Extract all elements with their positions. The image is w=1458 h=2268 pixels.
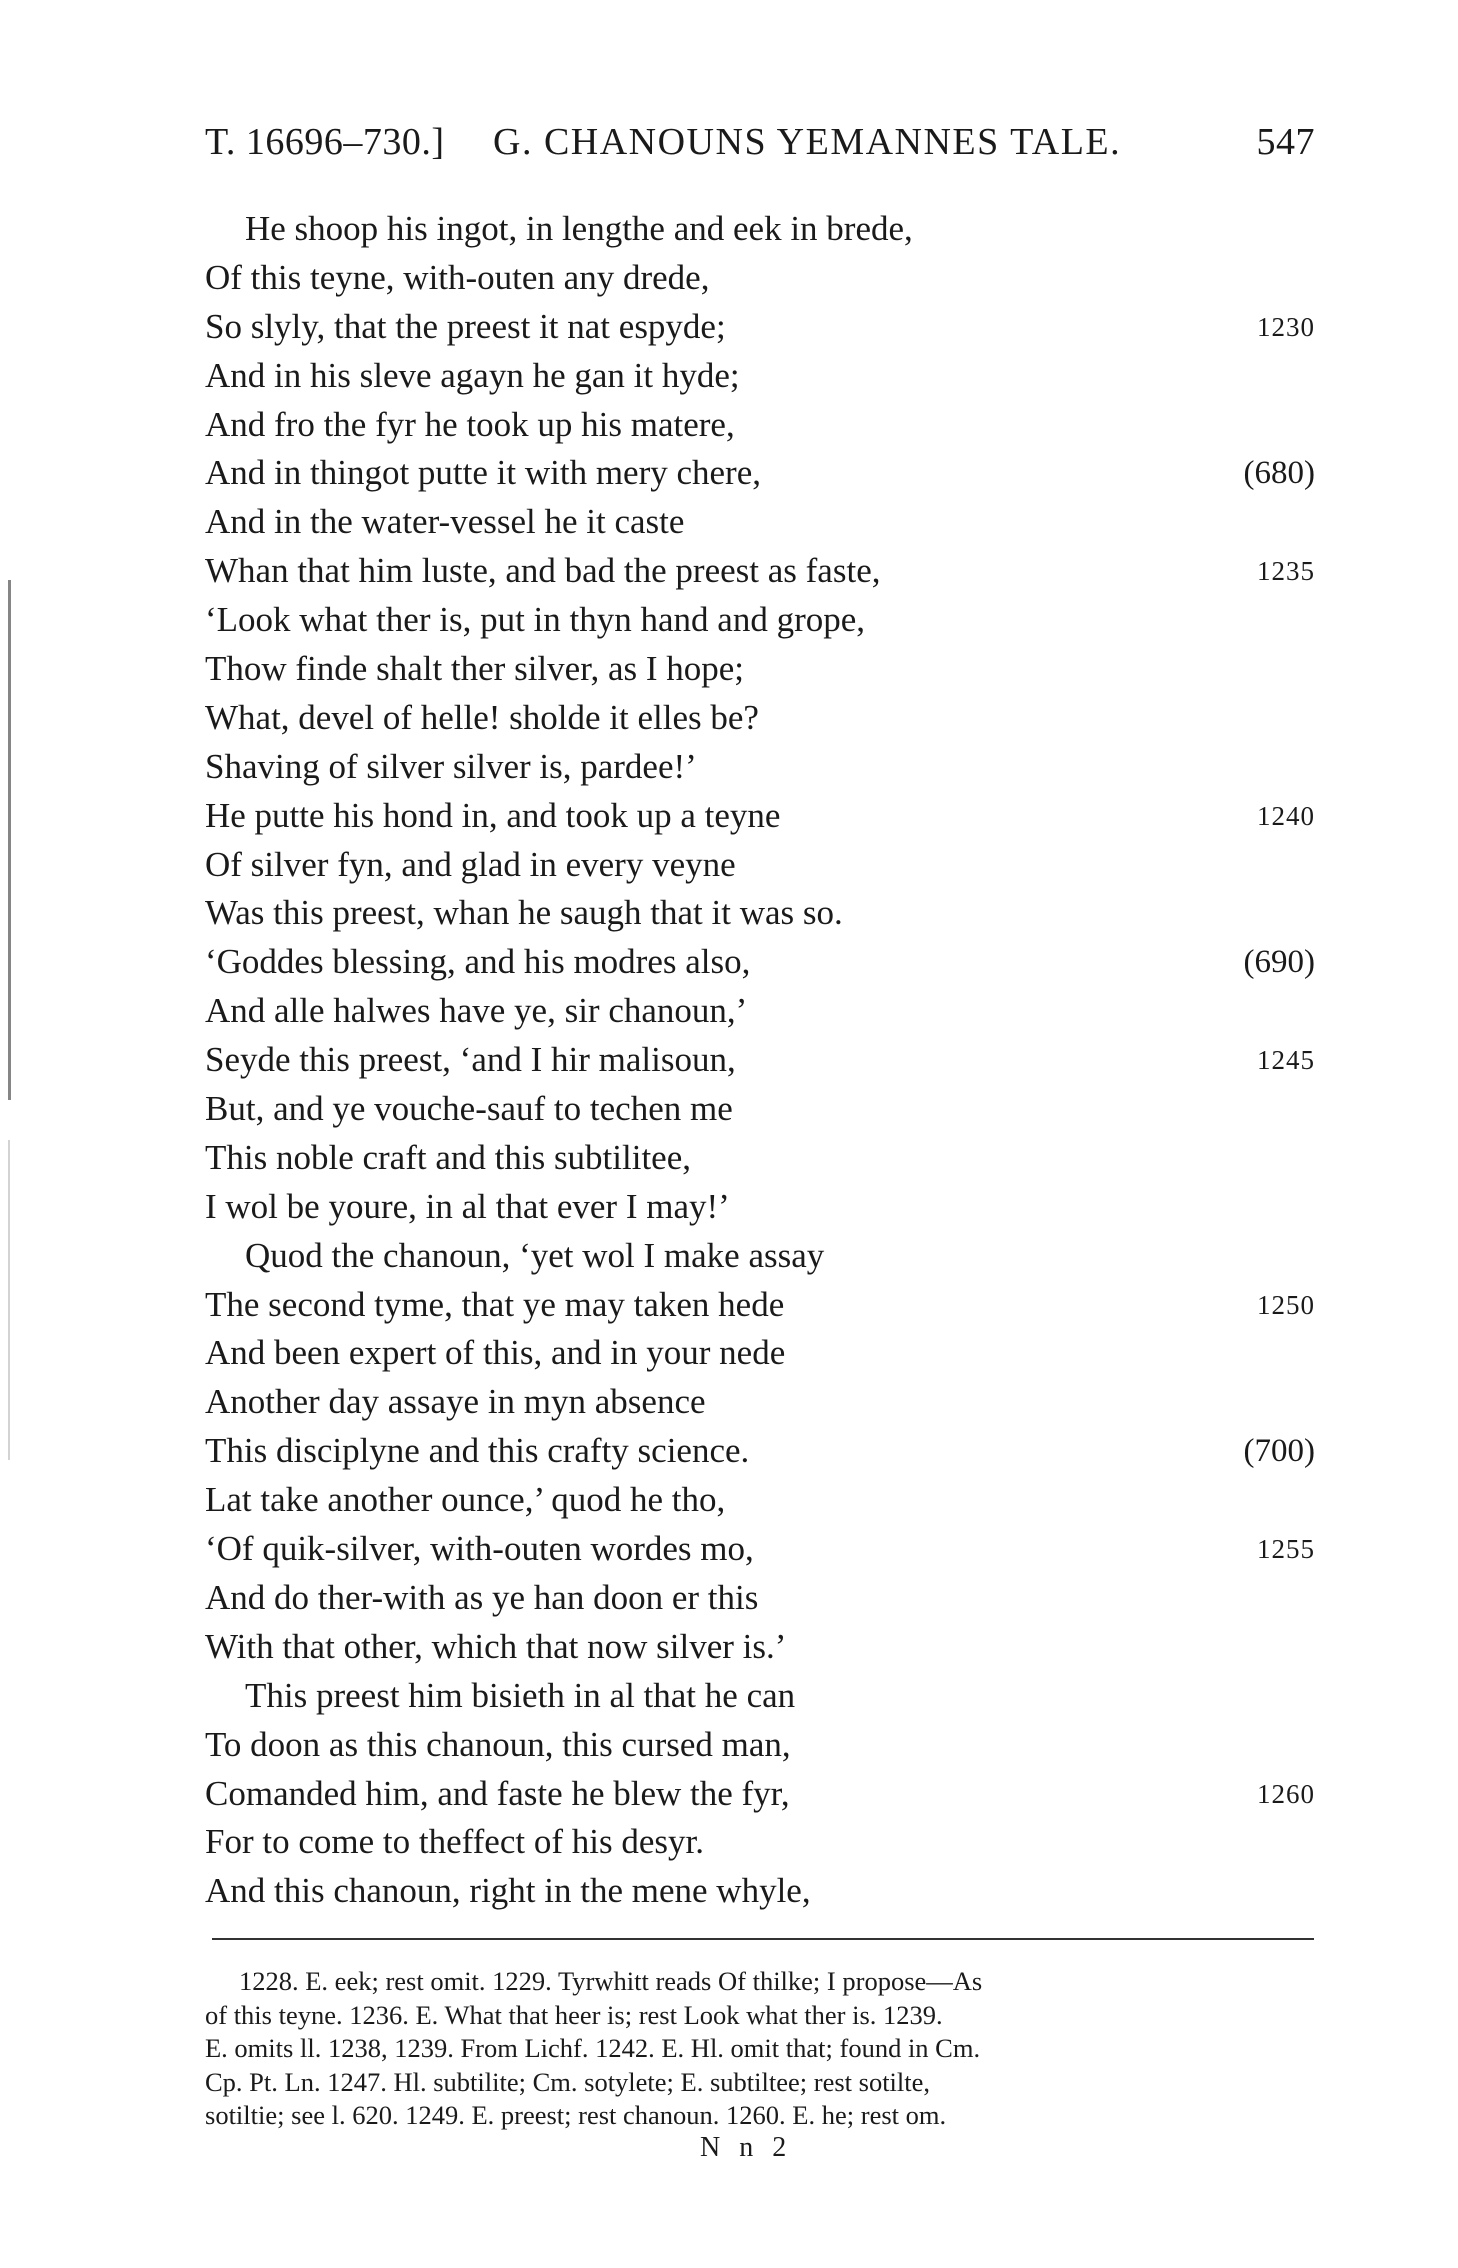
verse-text: ‘Look what ther is, put in thyn hand and grope, — [205, 600, 866, 640]
verse-block — [205, 205, 1315, 1916]
verse-text: Seyde this preest, ‘and I hir malisoun, — [205, 1040, 736, 1080]
verse-line — [205, 1232, 1315, 1281]
verse-text: And been expert of this, and in your nede — [205, 1333, 786, 1373]
verse-text: To doon as this chanoun, this cursed man, — [205, 1724, 791, 1764]
footnote-rule — [212, 1938, 1314, 1940]
verse-text: ‘Of quik-silver, with-outen wordes mo, — [205, 1529, 754, 1569]
line-number: 1260 — [1257, 1778, 1315, 1809]
verse-text: And do ther-with as ye han doon er this — [205, 1577, 759, 1617]
page-number: 547 — [1256, 121, 1315, 163]
verse-text: So slyly, that the preest it nat espyde; — [205, 306, 726, 346]
verse-text: Quod the chanoun, ‘yet wol I make assay — [245, 1235, 825, 1275]
verse-text: And in the water-vessel he it caste — [205, 502, 685, 542]
verse-line — [205, 1329, 1315, 1378]
verse-line — [205, 645, 1315, 694]
footnote-line: E. omits ll. 1238, 1239. From Lichf. 1242. E. Hl. omit that; found in Cm. — [205, 2033, 981, 2063]
verse-line — [205, 743, 1315, 792]
verse-line — [205, 1525, 1315, 1574]
line-number: 1255 — [1257, 1534, 1315, 1565]
header-line-range: T. 16696–730.] — [205, 121, 445, 163]
footnote-line: 1228. E. eek; rest omit. 1229. Tyrwhitt reads Of thilke; I propose—As — [239, 1966, 983, 1996]
verse-text: And this chanoun, right in the mene whyle, — [205, 1871, 811, 1911]
verse-line — [205, 1378, 1315, 1427]
verse-text: He shoop his ingot, in lengthe and eek in brede, — [245, 209, 913, 248]
line-number: (680) — [1243, 455, 1315, 492]
verse-line — [205, 498, 1315, 547]
verse-text: For to come to theffect of his desyr. — [205, 1822, 704, 1862]
verse-line — [205, 205, 1315, 254]
verse-line — [205, 449, 1315, 498]
footnote-line: sotiltie; see l. 620. 1249. E. preest; rest chanoun. 1260. E. he; rest om. — [205, 2100, 947, 2130]
verse-line — [205, 303, 1315, 352]
verse-line — [205, 1867, 1315, 1916]
line-number: (700) — [1243, 1433, 1315, 1470]
verse-line — [205, 547, 1315, 596]
verse-line — [205, 1085, 1315, 1134]
verse-line — [205, 1281, 1315, 1330]
verse-text: But, and ye vouche-sauf to techen me — [205, 1089, 733, 1129]
line-number: 1230 — [1257, 311, 1315, 342]
signature-mark: N n 2 — [700, 2132, 793, 2163]
line-number: 1235 — [1257, 556, 1315, 587]
verse-text: He putte his hond in, and took up a teyne — [205, 795, 781, 835]
margin-mark — [8, 580, 11, 1100]
verse-line — [205, 1134, 1315, 1183]
verse-text: And alle halwes have ye, sir chanoun,’ — [205, 991, 748, 1031]
footnote-line: of this teyne. 1236. E. What that heer is; rest Look what ther is. 1239. — [205, 1999, 943, 2030]
verse-line — [205, 694, 1315, 743]
verse-text: Lat take another ounce,’ quod he tho, — [205, 1480, 726, 1520]
line-number: (690) — [1243, 944, 1315, 981]
line-number: 1245 — [1257, 1045, 1315, 1076]
verse-line — [205, 841, 1315, 890]
margin-mark — [8, 1140, 10, 1460]
verse-line — [205, 1036, 1315, 1085]
verse-text: This disciplyne and this crafty science. — [205, 1431, 750, 1471]
verse-line — [205, 401, 1315, 450]
verse-line — [205, 889, 1315, 938]
verse-text: This preest him bisieth in al that he can — [245, 1675, 796, 1715]
verse-text: This noble craft and this subtilitee, — [205, 1137, 692, 1177]
verse-line — [205, 1476, 1315, 1525]
header-title: G. CHANOUNS YEMANNES TALE. — [493, 121, 1122, 163]
running-header — [205, 120, 1315, 170]
verse-text: Of this teyne, with-outen any drede, — [205, 257, 710, 297]
verse-line — [205, 1427, 1315, 1476]
line-number: 1250 — [1257, 1289, 1315, 1320]
verse-text: With that other, which that now silver is.’ — [205, 1626, 787, 1666]
verse-line — [205, 1721, 1315, 1770]
verse-text: I wol be youre, in al that ever I may!’ — [205, 1186, 730, 1226]
verse-line — [205, 792, 1315, 841]
verse-line — [205, 1623, 1315, 1672]
verse-line — [205, 1574, 1315, 1623]
verse-line — [205, 1183, 1315, 1232]
verse-text: Of silver fyn, and glad in every veyne — [205, 844, 736, 884]
verse-text: Whan that him luste, and bad the preest as faste, — [205, 551, 881, 591]
verse-text: Was this preest, whan he saugh that it was so. — [205, 893, 843, 933]
line-number: 1240 — [1257, 800, 1315, 831]
verse-text: ‘Goddes blessing, and his modres also, — [205, 942, 751, 982]
verse-line — [205, 254, 1315, 303]
verse-text: And in his sleve agayn he gan it hyde; — [205, 355, 740, 395]
verse-line — [205, 938, 1315, 987]
verse-line — [205, 352, 1315, 401]
verse-text: Thow finde shalt ther silver, as I hope; — [205, 649, 745, 689]
verse-text: Another day assaye in myn absence — [205, 1382, 706, 1422]
verse-text: Shaving of silver silver is, pardee!’ — [205, 746, 697, 786]
verse-text: Comanded him, and faste he blew the fyr, — [205, 1773, 790, 1813]
verse-text: The second tyme, that ye may taken hede — [205, 1284, 785, 1324]
verse-line — [205, 596, 1315, 645]
verse-line — [205, 1672, 1315, 1721]
verse-text: And in thingot putte it with mery chere, — [205, 453, 762, 493]
verse-line — [205, 1818, 1315, 1867]
verse-text: And fro the fyr he took up his matere, — [205, 404, 735, 444]
verse-line — [205, 987, 1315, 1036]
footnote-line: Cp. Pt. Ln. 1247. Hl. subtilite; Cm. sotylete; E. subtiltee; rest sotilte, — [205, 2066, 931, 2097]
verse-text: What, devel of helle! sholde it elles be? — [205, 697, 759, 737]
verse-line — [205, 1770, 1315, 1819]
footnotes — [205, 1965, 1315, 2133]
